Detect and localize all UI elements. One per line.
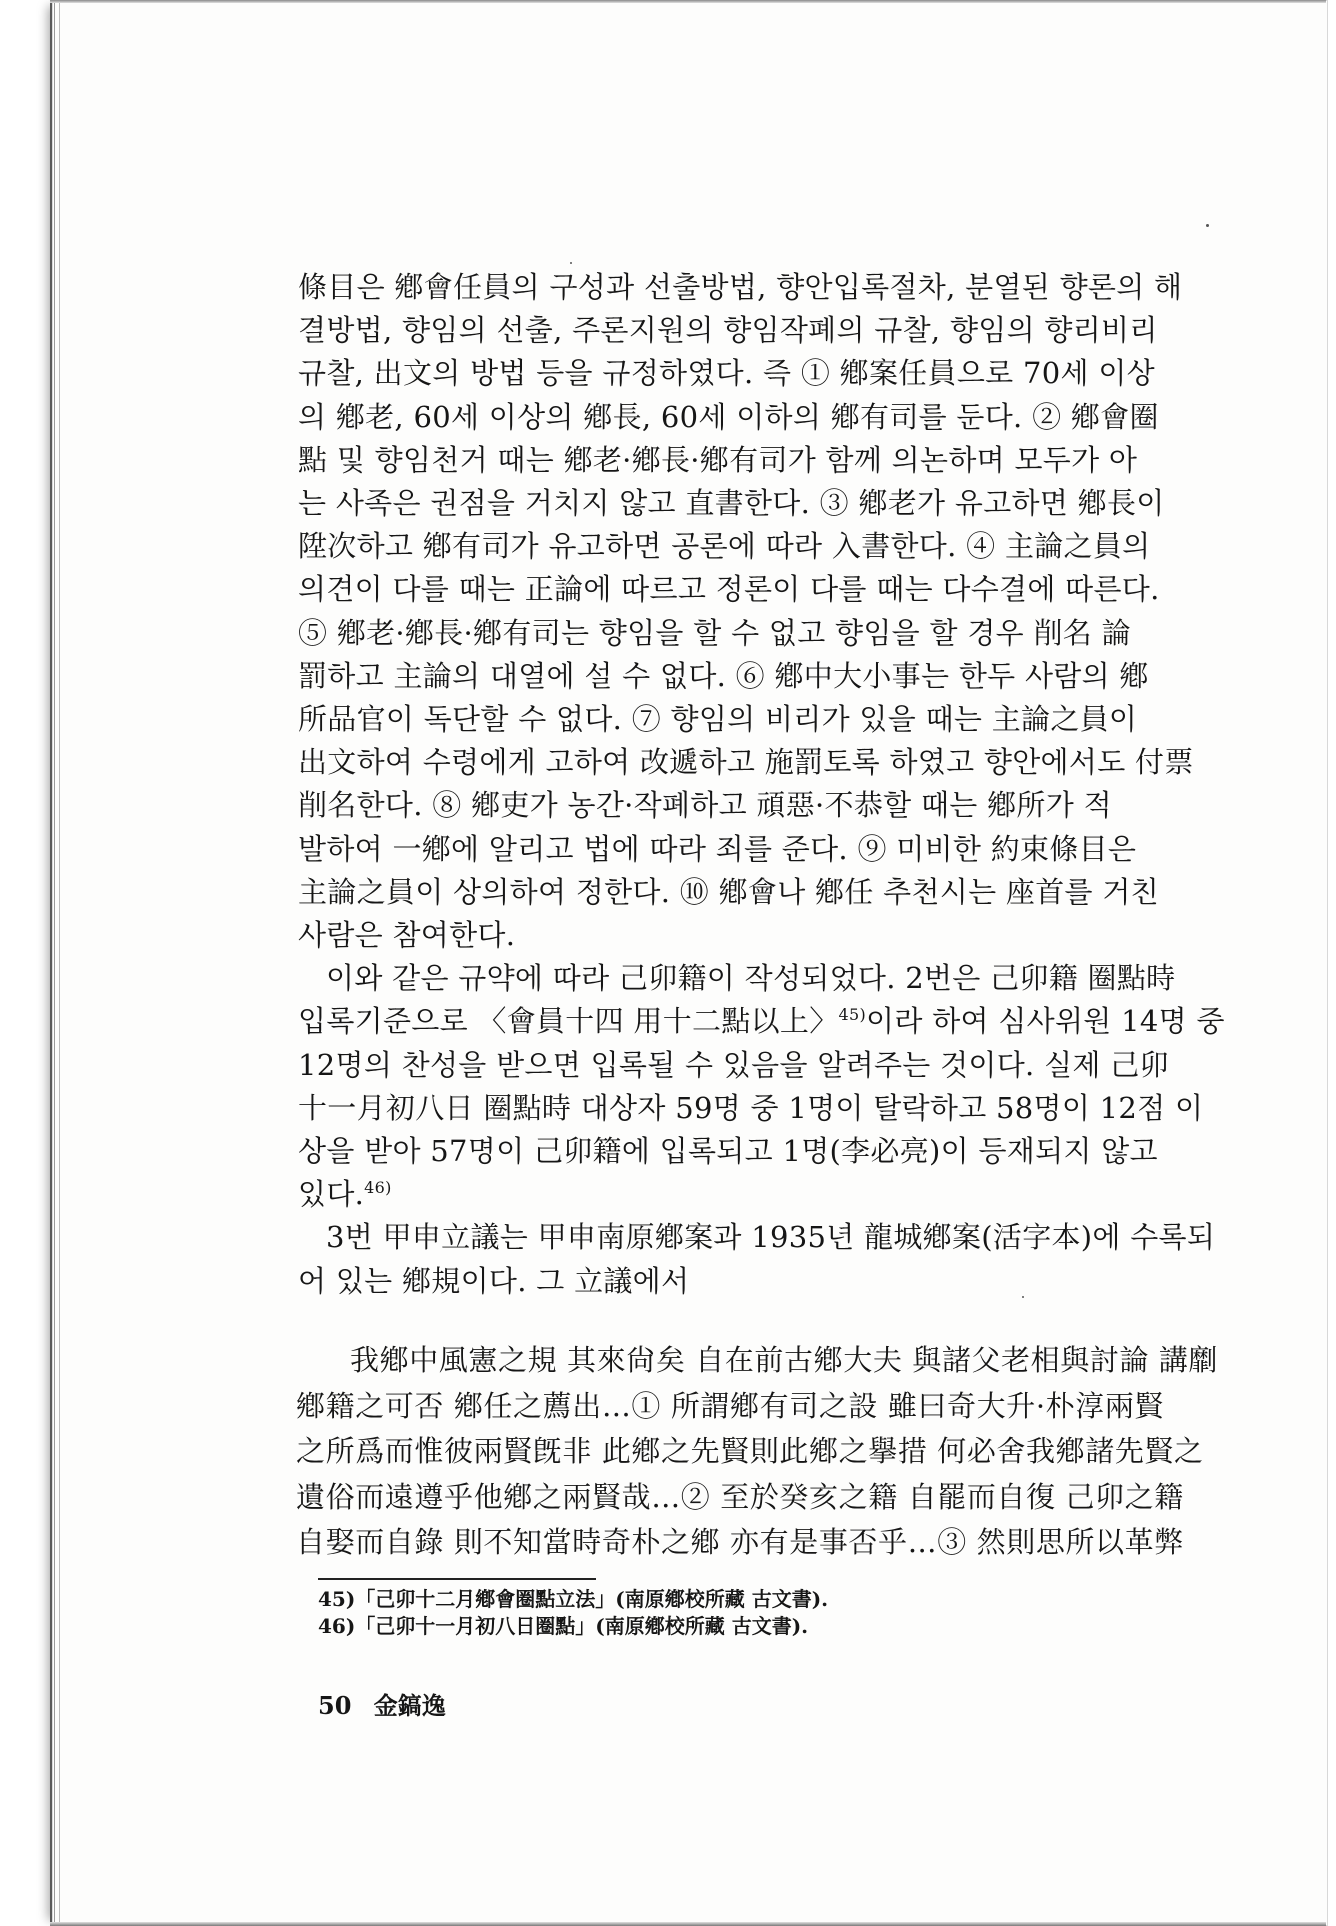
page-binding-edge: [54, 0, 60, 1926]
text-line: 상을 받아 57명이 己卯籍에 입록되고 1명(李必亮)이 등재되지 않고: [298, 1134, 1158, 1169]
text-line: 이와 같은 규약에 따라 己卯籍이 작성되었다. 2번은 己卯籍 圈點時: [326, 961, 1176, 996]
text-line: 十一月初八日 圈點時 대상자 59명 중 1명이 탈락하고 58명이 12점 이: [298, 1090, 1204, 1125]
text-line: 所品官이 독단할 수 없다. ⑦ 향임의 비리가 있을 때는 主論之員이: [298, 702, 1138, 737]
text-line: 3번 甲申立議는 甲申南原鄕案과 1935년 龍城鄕案(活字本)에 수록되: [326, 1220, 1216, 1255]
text-line: 규찰, 出文의 방법 등을 규정하였다. 즉 ① 鄕案任員으로 70세 이상: [298, 356, 1155, 391]
text-line: 사람은 참여한다.: [298, 918, 516, 953]
text-line: 條目은 鄕會任員의 구성과 선출방법, 향안입록절차, 분열된 향론의 해: [298, 270, 1183, 304]
scan-speck: [570, 262, 572, 264]
footnote-divider: [318, 1578, 596, 1580]
author-name: 金鎬逸: [373, 1691, 446, 1720]
paragraph-rules: [298, 266, 1216, 957]
text-line: 12명의 찬성을 받으면 입록될 수 있음을 알려주는 것이다. 실제 己卯: [298, 1047, 1169, 1082]
quote-line: 我鄕中風憲之規 其來尙矣 自在前古鄕大夫 與諸父老相與討論 講劘: [350, 1343, 1219, 1377]
text-line: [298, 1000, 1225, 1043]
footnotes: [318, 1586, 1198, 1640]
text-line: 出文하여 수령에게 고하여 改遞하고 施罰토록 하였고 향안에서도 付票: [298, 745, 1194, 780]
quote-line: 自娶而自錄 則不知當時奇朴之鄕 亦有是事否乎…③ 然則思所以革弊: [296, 1525, 1184, 1560]
text-fragment: 이라 하여 심사위원 14명 중: [866, 1004, 1225, 1039]
quote-line: 之所爲而惟彼兩賢旣非 此鄕之先賢則此鄕之擧措 何必舍我鄕諸先賢之: [296, 1434, 1204, 1469]
footnote-ref-45[interactable]: 45): [838, 1005, 867, 1025]
page-bottom-edge: [50, 1922, 1326, 1926]
paragraph-gimyo-register: [298, 957, 1225, 1216]
body-text: [298, 266, 1225, 1303]
text-line: 陞次하고 鄕有司가 유고하면 공론에 따라 入書한다. ④ 主論之員의: [298, 529, 1151, 564]
quote-line: 遺俗而遠遵乎他鄕之兩賢哉…② 至於癸亥之籍 自罷而自復 己卯之籍: [296, 1479, 1184, 1514]
text-line: 削名한다. ⑧ 鄕吏가 농간·작폐하고 頑惡·不恭할 때는 鄕所가 적: [298, 788, 1112, 823]
page-footer: [318, 1686, 446, 1721]
text-line: 의견이 다를 때는 正論에 따르고 정론이 다를 때는 다수결에 따른다.: [298, 572, 1160, 607]
page-top-edge: [50, 0, 1326, 3]
text-line: 의 鄕老, 60세 이상의 鄕長, 60세 이하의 鄕有司를 둔다. ② 鄕會圈: [298, 399, 1159, 434]
text-line: 點 및 향임천거 때는 鄕老·鄕長·鄕有司가 함께 의논하며 모두가 아: [298, 442, 1138, 477]
text-line: 어 있는 鄕規이다. 그 立議에서: [298, 1263, 690, 1298]
text-line: 발하여 一鄕에 알리고 법에 따라 죄를 준다. ⑨ 미비한 約束條目은: [298, 831, 1137, 866]
text-line: [298, 1173, 1216, 1216]
text-line: 主論之員이 상의하여 정한다. ⑩ 鄕會나 鄕任 추천시는 座首를 거친: [298, 874, 1159, 909]
text-line: 결방법, 향임의 선출, 주론지원의 향임작폐의 규찰, 향임의 향리비리: [298, 313, 1158, 348]
text-line: 罰하고 主論의 대열에 설 수 없다. ⑥ 鄕中大小事는 한두 사람의 鄕: [298, 658, 1149, 693]
footnote-45: 45)「己卯十二月鄕會圈點立法」(南原鄕校所藏 古文書).: [318, 1587, 829, 1611]
text-line: ⑤ 鄕老·鄕長·鄕有司는 향임을 할 수 없고 향임을 할 경우 削名 論: [298, 615, 1131, 650]
footnote-46: 46)「己卯十一月初八日圈點」(南原鄕校所藏 古文書).: [318, 1614, 809, 1638]
scan-speck: [1206, 224, 1209, 227]
footnote-ref-46[interactable]: 46): [364, 1178, 392, 1198]
text-line: 는 사족은 권점을 거치지 않고 直書한다. ③ 鄕老가 유고하면 鄕長이: [298, 486, 1165, 521]
page-number: 50: [318, 1691, 352, 1720]
text-fragment: 입록기준으로 〈會員十四 用十二點以上〉: [298, 1004, 839, 1039]
quote-line: 鄕籍之可否 鄕任之薦出…① 所謂鄕有司之設 雖曰奇大升·朴淳兩賢: [296, 1388, 1165, 1423]
paragraph-gapsin-ipui: [298, 1216, 1216, 1302]
text-fragment: 있다.: [298, 1177, 365, 1212]
block-quotation: [296, 1338, 1219, 1566]
